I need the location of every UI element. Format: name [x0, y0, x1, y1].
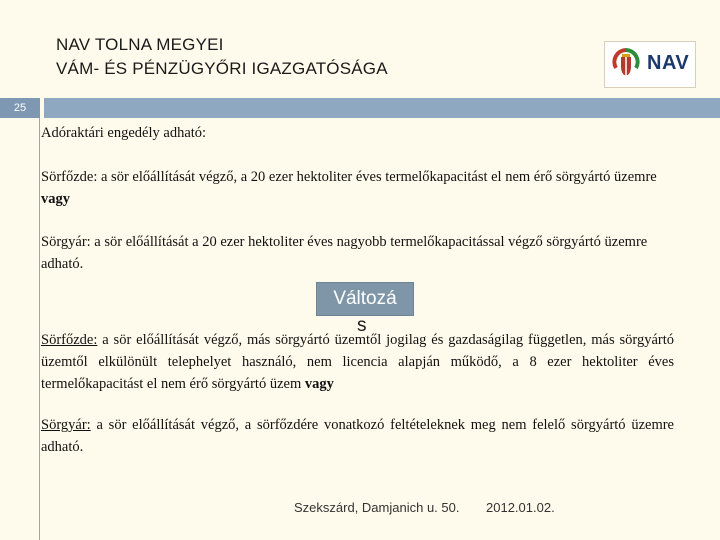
- new-rule-sorfozde-or: vagy: [304, 376, 334, 392]
- old-rule-sorfozde-or: vagy: [41, 191, 70, 207]
- footer-address: Szekszárd, Damjanich u. 50.: [294, 500, 460, 515]
- slide-number: 25: [0, 98, 40, 118]
- left-divider: [39, 118, 40, 540]
- header-line-1: NAV TOLNA MEGYEI: [56, 35, 224, 54]
- header-line-2: VÁM- ÉS PÉNZÜGYŐRI IGAZGATÓSÁGA: [56, 59, 388, 78]
- new-rule-sorgyar-term: Sörgyár:: [41, 417, 91, 433]
- old-rule-sorfozde-text: Sörfőzde: a sör előállítását végző, a 20 ezer hektoliter éves termelőkapacitást el nem érő sörgyártó üzemre: [41, 169, 657, 185]
- new-rule-sorfozde-term: Sörfőzde:: [41, 332, 98, 348]
- title-bar: [44, 98, 720, 118]
- new-rule-sorgyar: [41, 414, 674, 458]
- nav-logo: [604, 41, 696, 88]
- change-label-tail: s: [357, 315, 367, 336]
- change-label-box: Változá: [316, 282, 414, 316]
- old-rule-sorgyar: Sörgyár: a sör előállítását a 20 ezer hektoliter éves nagyobb termelőkapacitással végző sörgyártó üzemre adható.: [41, 234, 648, 272]
- crest-icon: [612, 48, 640, 82]
- intro-text: Adóraktári engedély adható:: [41, 125, 207, 141]
- old-rule-sorfozde: [41, 166, 674, 210]
- footer-date: 2012.01.02.: [486, 500, 555, 515]
- new-rule-sorfozde-text: a sör előállítását végző, más sörgyártó üzemtől jogilag és gazdaságilag független, más sörgyártó üzemtől elkülönült telephelyet használó, nem licencia alapján működő, a 8 ezer hektoliter éves termelőkapacitást el nem érő sörgyártó üzem: [41, 332, 674, 392]
- new-rule-sorfozde: [41, 329, 674, 395]
- new-rule-sorgyar-text: a sör előállítását végző, a sörfőzdére vonatkozó feltételeknek meg nem felelő sörgyártó üzemre adható.: [41, 417, 674, 455]
- logo-text: NAV: [647, 52, 690, 74]
